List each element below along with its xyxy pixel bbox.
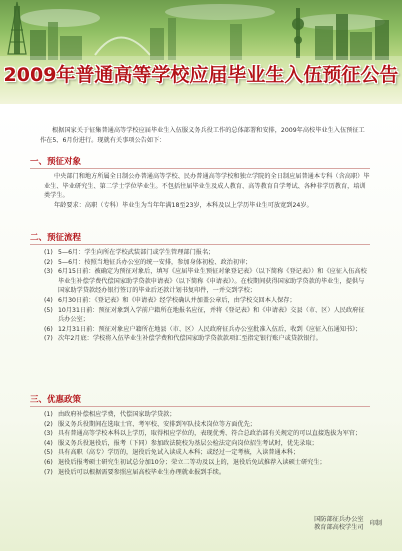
list-item: (7) 退役后可以根据需要参照应届高校毕业生办理就业报到手续。 [44,468,226,476]
issuer-footer [314,516,382,532]
header-banner [0,0,402,104]
list-item: (5) 具有高职（高专）学历的，退役后免试入读成人本科；或经过一定考核，入读普通本科； [44,449,300,457]
list-item: (1) 由政府补偿相应学费，代偿国家助学贷款； [44,411,176,418]
list-item: (2) 5—6月：按照当地征兵办公室的统一安排，参加身体初检、政治初审； [44,258,252,266]
section-eligibility [30,156,370,210]
list-item: (1) 5—6月：学生向所在学校武装部门或学生管理部门报名； [44,249,215,256]
list-item: (3) 具有普通高等学校本科以上学历，取得相应学位的，表现优秀、符合总政治部有关规定的可以直接选拔为军官； [44,430,362,438]
list-item: (3) 6月15日前：被确定为预征对象后，填写《应届毕业生预征对象登记表》（以下简称《登记表》）和《应征入伍高校毕业生补偿学费代偿国家助学贷款申请表》（以下简称《申请表》）。在校期间获得国家助学贷款的毕业生，提供与国家助学贷款经办银行签订的毕业后还款计划书复印件，一并交到学校； [44,268,367,295]
list-item: (6) 12月31日前：预征对象应户籍所在地县（市、区）人民政府征兵办公室批准入伍后，收到《应征入伍通知书》； [44,325,362,333]
section-heading: 一、预征对象 [30,156,370,169]
issuer-org-1: 国防部征兵办公室 [314,516,364,523]
section-policies [30,394,370,477]
section-paragraph: 中央部门和地方所属全日制公办普通高等学校、民办普通高等学校和独立学院的全日制应届普通本专科（含高职）毕业生、毕业研究生、第二学士学位毕业生。不包括往届毕业生及成人教育、高等教育自学考试、各种非学历教育，培训类学生。 [44,173,370,200]
list-item: (7) 次年2月底：学校将入伍毕业生补偿学费和代偿国家助学贷款款项汇至指定银行账户或贷款银行。 [44,335,322,343]
announcement-body [0,110,402,551]
list-item: (5) 10月31日前：预征对象到入学前户籍所在地报名应征，并将《登记表》和《申请表》交县（市、区）人民政府征兵办公室； [44,306,365,324]
intro-paragraph: 根据国家关于征集普通高等学校应届毕业生入伍服义务兵役工作的总体部署和安排，2009年高校毕业生入伍预征工作在5、6月份进行。现就有关事项公告如下： [40,127,365,144]
list-item: (4) 6月30日前：《登记表》和《申请表》经学校确认并加盖公章后，由学校交回本人保存； [44,296,296,304]
section-process [30,232,370,344]
section-paragraph: 年龄要求：高职（专科）毕业生为当年年满18至23岁，本科及以上学历毕业生可放宽到24岁。 [54,201,313,209]
list-item: (2) 服义务兵役期间在选取士官、考军校、安排到军队技术岗位等方面优先； [44,420,256,428]
issuer-org-2: 教育部高校学生司 [314,524,364,531]
page-title: 2009年普通高等学校应届毕业生入伍预征公告 [3,64,399,86]
issuer-suffix: 印制 [369,520,382,527]
section-heading: 二、预征流程 [30,232,370,245]
list-item: (4) 服义务兵役退役后，报考（下同）参加政法院校为基层公检法定向岗位招生考试时，优先录取； [44,439,318,447]
section-heading: 三、优惠政策 [30,394,370,407]
list-item: (6) 退役后报考硕士研究生初试总分加10分；荣立二等功及以上的，退役后免试推荐入读硕士研究生； [44,458,326,466]
city-skyline-illustration [0,0,402,104]
